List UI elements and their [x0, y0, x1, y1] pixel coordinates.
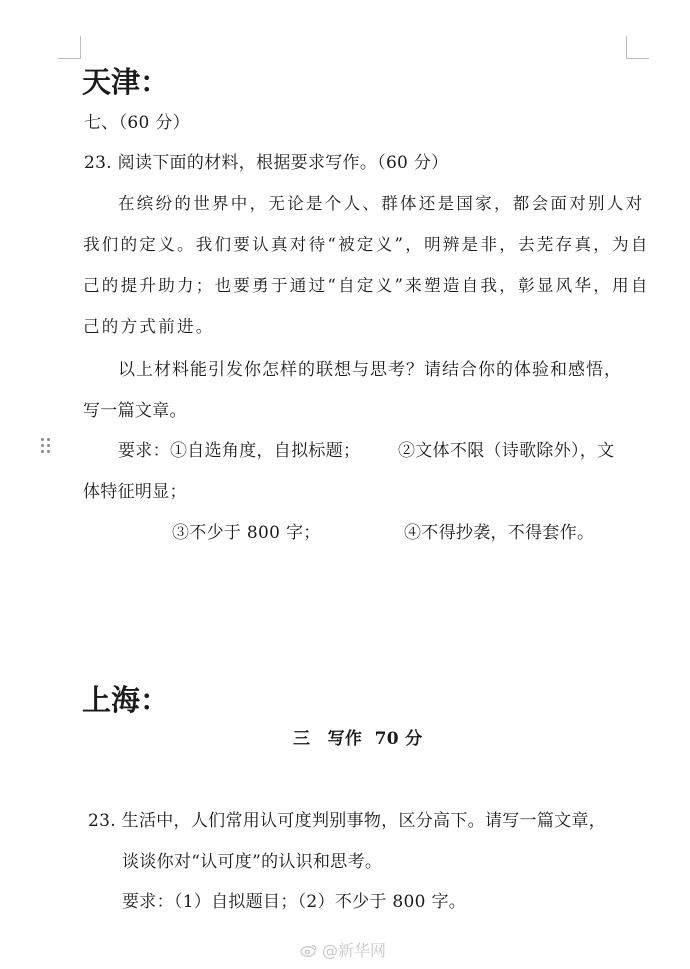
- shanghai-section-title: 三 写作 70 分: [293, 729, 423, 749]
- material-line-4: 己的方式前进。: [83, 317, 215, 336]
- prompt-line-2: 写一篇文章。: [83, 401, 187, 421]
- shanghai-requirements: 要求：（1）自拟题目；（2）不少于 800 字。: [122, 892, 467, 912]
- shanghai-heading: 上海：: [82, 683, 170, 717]
- prompt-line-1: 以上材料能引发你怎样的联想与思考？请结合你的体验和感悟，: [118, 360, 622, 380]
- requirement-4: ④不得抄袭，不得套作。: [404, 523, 595, 543]
- requirement-2-continued: 体特征明显；: [83, 482, 187, 502]
- weibo-logo-icon: [300, 943, 318, 957]
- page-corner-mark-top-left: [58, 36, 81, 59]
- shanghai-question-line-2: 谈谈你对“认可度”的认识和思考。: [122, 852, 383, 872]
- material-line-2: 我们的定义。我们要认真对待“被定义”，明辨是非，去芜存真，为自: [83, 235, 650, 254]
- material-line-1: 在缤纷的世界中，无论是个人、群体还是国家，都会面对别人对: [118, 194, 645, 213]
- watermark: [300, 938, 386, 961]
- requirements-label: 要求：: [118, 441, 170, 461]
- requirement-2: ②文体不限（诗歌除外），文: [398, 441, 615, 461]
- tianjin-section-title: 七、（60 分）: [84, 113, 190, 133]
- material-line-3: 己的提升助力；也要勇于通过“自定义”来塑造自我，彰显风华，用自: [83, 276, 650, 295]
- requirement-1: ①自选角度，自拟标题；: [170, 441, 361, 461]
- tianjin-question: 23. 阅读下面的材料，根据要求写作。（60 分）: [84, 153, 449, 173]
- drag-handle-icon[interactable]: [41, 438, 51, 454]
- watermark-text: @新华网: [322, 941, 387, 960]
- requirement-3: ③不少于 800 字；: [172, 523, 321, 543]
- tianjin-heading: 天津：: [82, 65, 170, 99]
- shanghai-question-line-1: 23. 生活中，人们常用认可度判别事物，区分高下。请写一篇文章，: [88, 811, 607, 831]
- page-corner-mark-top-right: [626, 36, 649, 59]
